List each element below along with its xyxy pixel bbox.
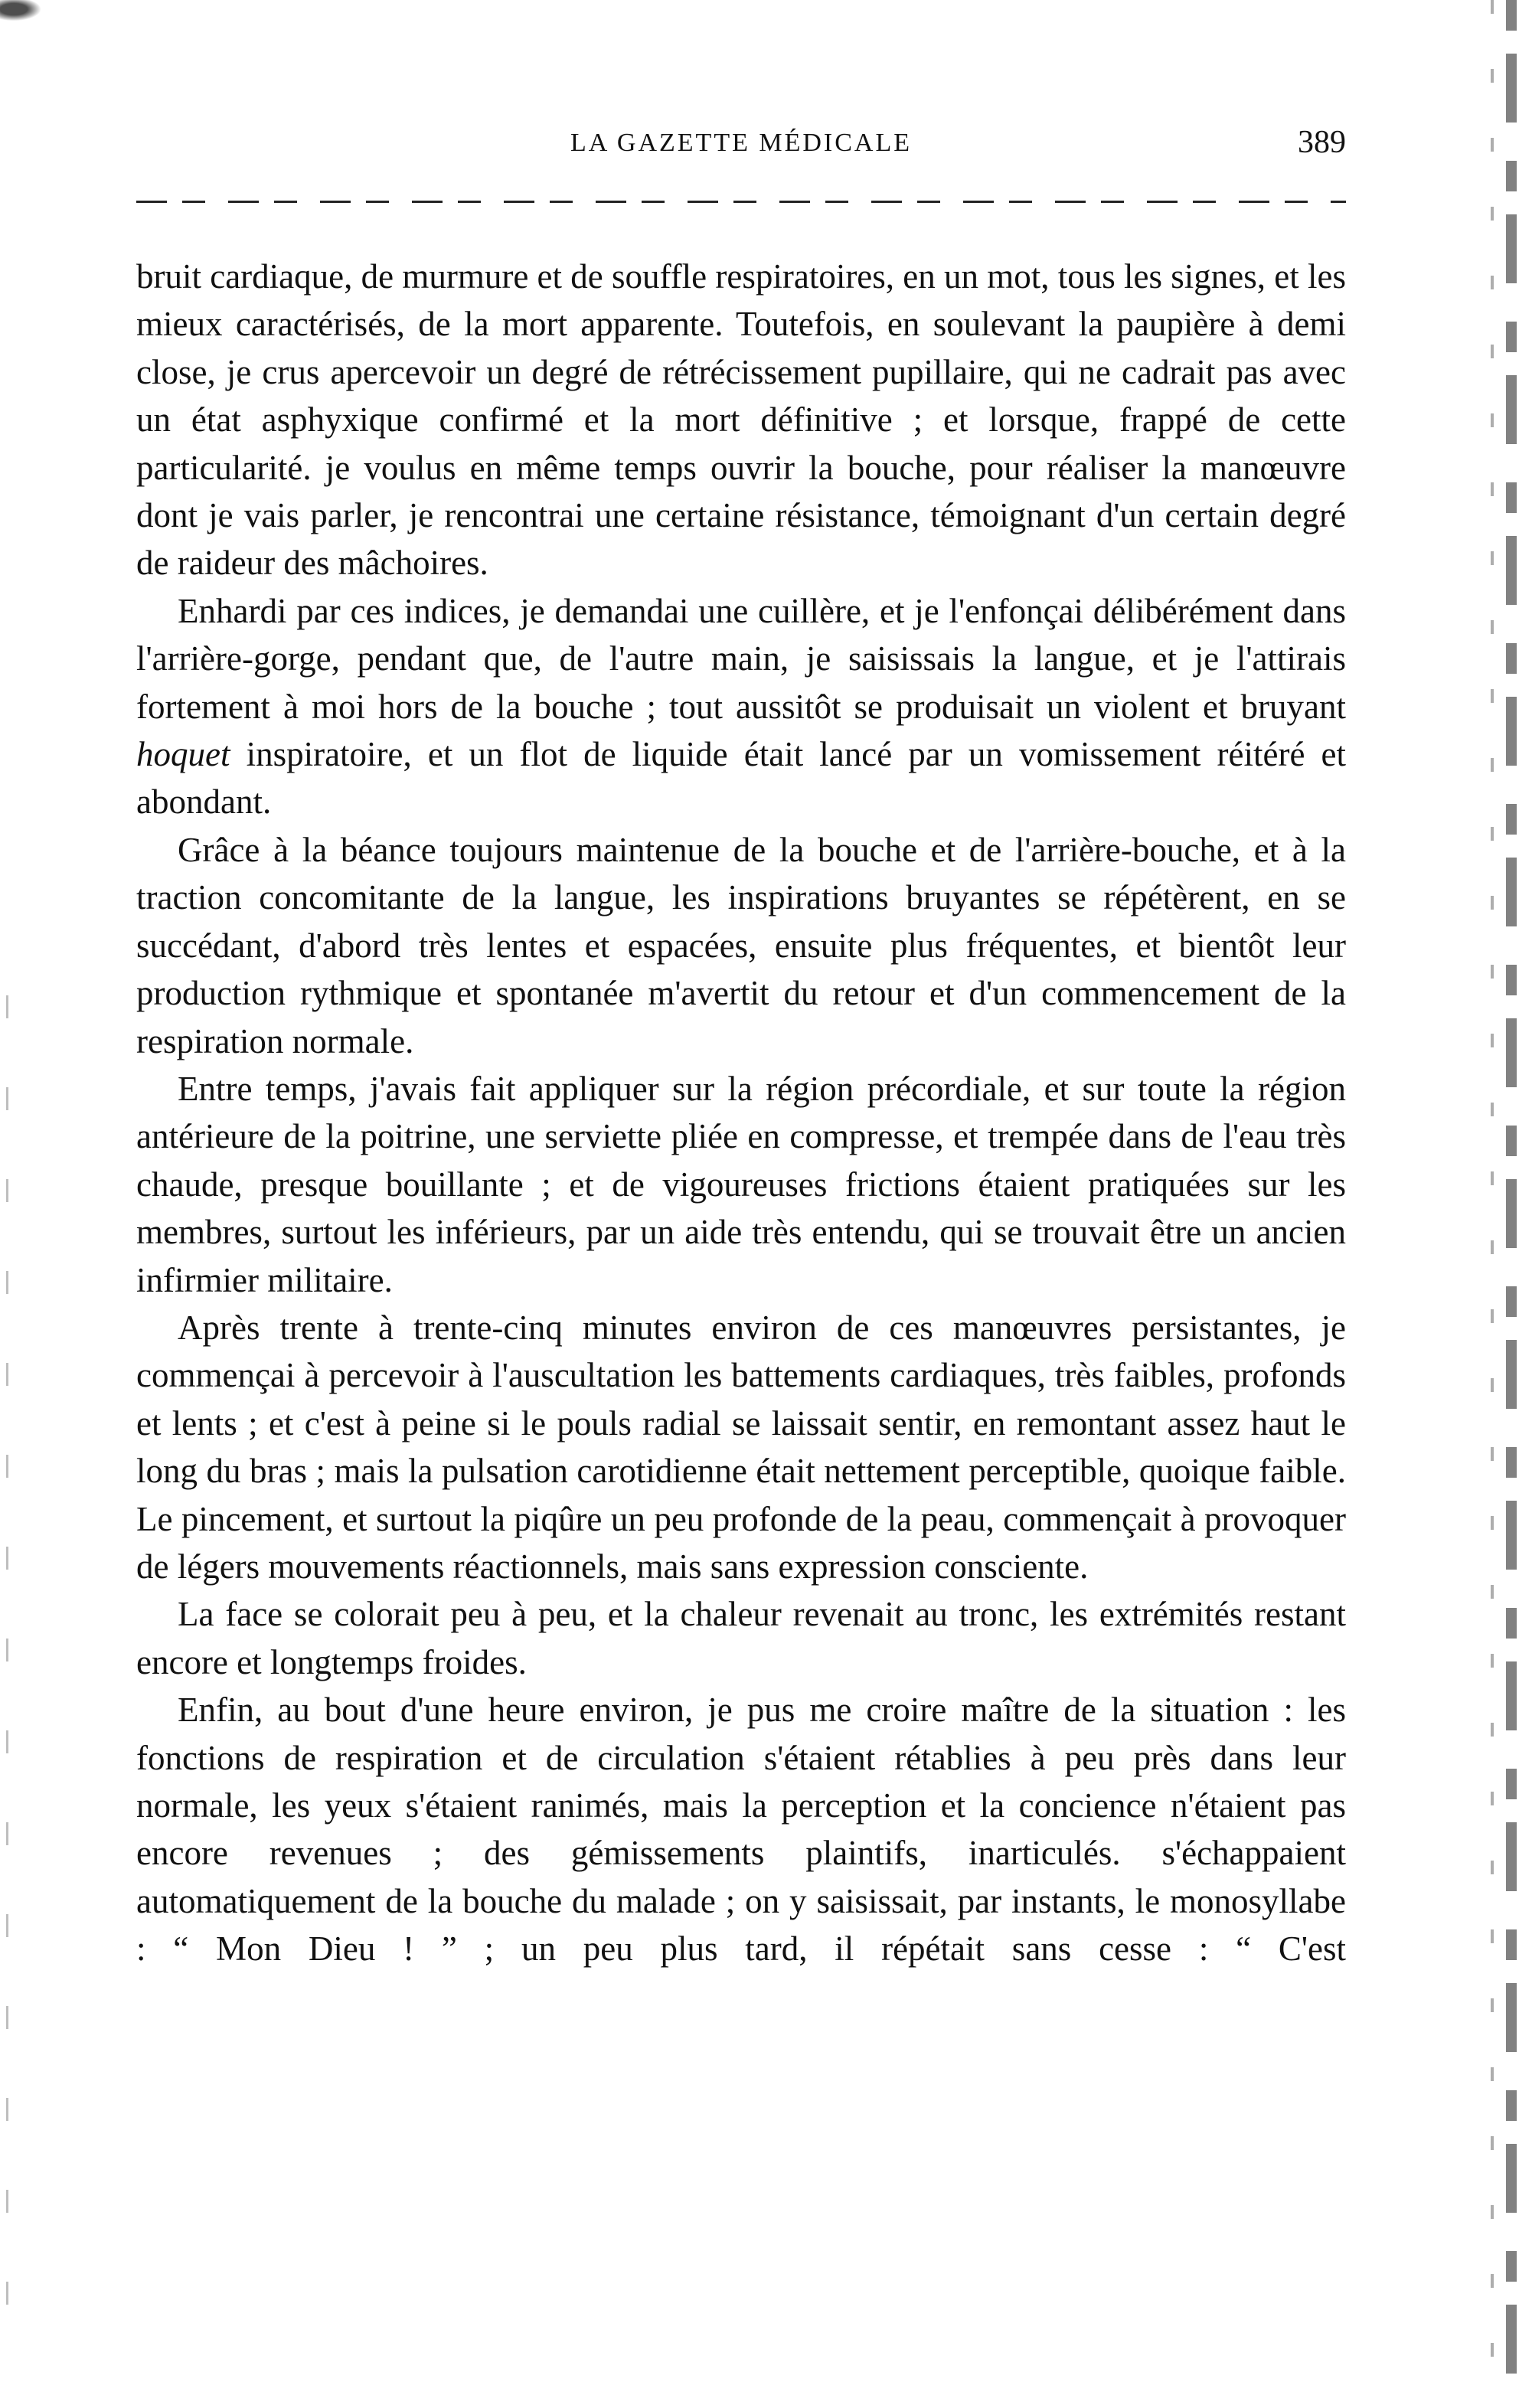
binding-edge-shadow: [1506, 0, 1517, 2408]
paragraph-text: Enhardi par ces indices, je demandai une cuillère, et je l'enfonçai délibérément dans l'arrière-gorge, pendant que, de l'autre main, je saisissais la langue, et je l'attirais fortement à moi hors de la bouche ; tout aussitôt se produisait un violent et bruyant: [136, 591, 1346, 726]
paragraph-enhardi: [136, 587, 1346, 826]
paragraph-text: inspiratoire, et un flot de liquide était lancé par un vomissement réitéré et abondant.: [136, 735, 1346, 822]
header-rule: [136, 201, 1346, 203]
paragraph-la-face: La face se colorait peu à peu, et la chaleur revenait au tronc, les extrémités restant encore et longtemps froides.: [136, 1595, 1346, 1681]
italic-term: hoquet: [136, 735, 230, 774]
paragraph-enfin: Enfin, au bout d'une heure environ, je pus me croire maître de la situation : les fonctions de respiration et de circulation s'étaient rétablies à peu près dans leur normale, les yeux s'étaient ranimés, mais la perception et la concience n'étaient pas encore revenues ; des gémissements plaintifs, inarticulés. s'échappaient automatiquement de la bouche du malade ; on y saisissait, par instants, le monosyllabe : “ Mon Dieu ! ” ; un peu plus tard, il répétait sans cesse : “ C'est: [136, 1691, 1346, 1969]
body-text: [136, 253, 1346, 1973]
paragraph-continued: bruit cardiaque, de murmure et de souffle respiratoires, en un mot, tous les signes, et les mieux caractérisés, de la mort apparente. Toutefois, en soulevant la paupière à demi close, je crus apercevoir un degré de rétrécissement pupillaire, qui ne cadrait pas avec un état asphyxique confirmé et la mort définitive ; et lorsque, frappé de cette particularité. je voulus en même temps ouvrir la bouche, pour réaliser la manœuvre dont je vais parler, je rencontrai une certaine résistance, témoignant d'un certain degré de raideur des mâchoires.: [136, 257, 1346, 583]
binding-edge-marks: [1491, 0, 1494, 2408]
page-header: [136, 125, 1346, 175]
running-title: LA GAZETTE MÉDICALE: [570, 129, 913, 157]
paragraph-grace: Grâce à la béance toujours maintenue de la bouche et de l'arrière-bouche, et à la traction concomitante de la langue, les inspirations bruyantes se répétèrent, en se succédant, d'abord très lentes et espacées, ensuite plus fréquentes, et bientôt leur production rythmique et spontanée m'avertit du retour et d'un commencement de la respiration normale.: [136, 830, 1346, 1060]
ink-blot-mark: [0, 0, 46, 23]
paragraph-apres: Après trente à trente-cinq minutes environ de ces manœuvres persistantes, je commençai à percevoir à l'auscultation les battements cardiaques, très faibles, profonds et lents ; et c'est à peine si le pouls radial se laissait sentir, en remontant assez haut le long du bras ; mais la pulsation carotidienne était nettement perceptible, quoique faible. Le pincement, et surtout la piqûre un peu profonde de la peau, commençait à provoquer de légers mouvements réactionnels, mais sans expression consciente.: [136, 1308, 1346, 1586]
left-margin-marks: [6, 995, 8, 2374]
page-number: 389: [1298, 125, 1346, 160]
paragraph-entre-temps: Entre temps, j'avais fait appliquer sur la région précordiale, et sur toute la région antérieure de la poitrine, une serviette pliée en compresse, et trempée dans de l'eau très chaude, presque bouillante ; et de vigoureuses frictions étaient pratiquées sur les membres, surtout les inférieurs, par un aide très entendu, qui se trouvait être un ancien infirmier militaire.: [136, 1069, 1346, 1299]
